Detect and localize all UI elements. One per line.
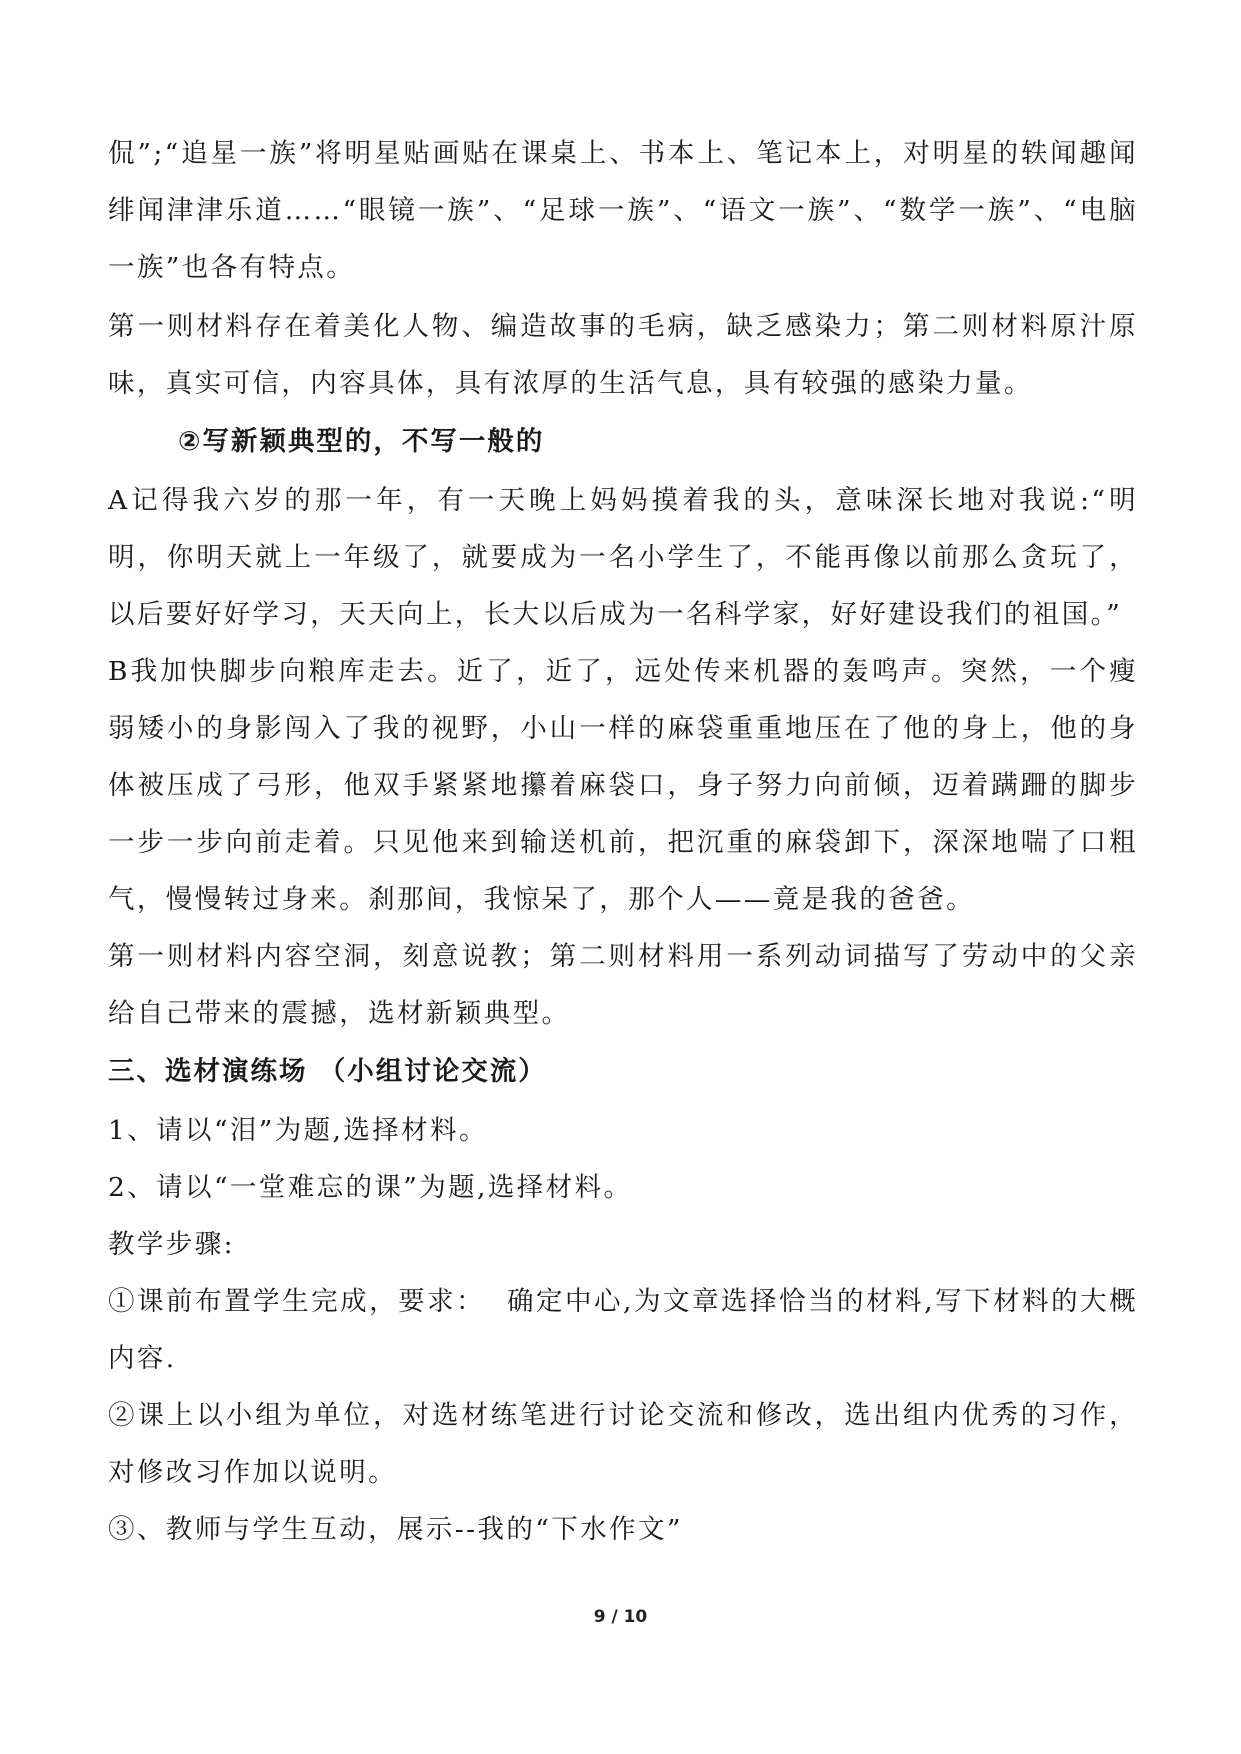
paragraph-material-a: A记得我六岁的那一年，有一天晚上妈妈摸着我的头，意味深长地对我说:“明明，你明天就上一年级了，就要成为一名小学生了，不能再像以前那么贪玩了，以后要好好学习，天天向上，长大以后成为一名科学家，好好建设我们的祖国。” — [108, 485, 1138, 630]
exercise-item-2: 2、请以“一堂难忘的课”为题,选择材料。 — [108, 1172, 633, 1203]
paragraph-comparison-2: 第一则材料内容空洞，刻意说教；第二则材料用一系列动词描写了劳动中的父亲给自己带来的震撼，选材新颖典型。 — [108, 941, 1138, 1029]
teaching-step-2: ②课上以小组为单位，对选材练笔进行讨论交流和修改，选出组内优秀的习作，对修改习作加以说明。 — [108, 1400, 1138, 1488]
paragraph-comparison-1: 第一则材料存在着美化人物、编造故事的毛病，缺乏感染力；第二则材料原汁原味，真实可信，内容具体，具有浓厚的生活气息，具有较强的感染力量。 — [108, 311, 1138, 399]
teaching-steps-label: 教学步骤: — [108, 1229, 235, 1260]
teaching-step-3: ③、教师与学生互动，展示--我的“下水作文” — [108, 1514, 683, 1545]
teaching-step-1: ①课前布置学生完成，要求： 确定中心,为文章选择恰当的材料,写下材料的大概内容. — [108, 1286, 1138, 1374]
section-heading-novel-typical: ②写新颖典型的，不写一般的 — [178, 426, 545, 457]
paragraph-star-fans: 侃”;“追星一族”将明星贴画贴在课桌上、书本上、笔记本上，对明星的轶闻趣闻绯闻津津乐道……“眼镜一族”、“足球一族”、“语文一族”、“数学一族”、“电脑一族”也各有特点。 — [108, 138, 1138, 283]
section-heading-practice: 三、选材演练场 （小组讨论交流） — [108, 1056, 547, 1087]
paragraph-material-b: B我加快脚步向粮库走去。近了，近了，远处传来机器的轰鸣声。突然，一个瘦弱矮小的身影闯入了我的视野，小山一样的麻袋重重地压在了他的身上，他的身体被压成了弓形，他双手紧紧地攥着麻袋口，身子努力向前倾，迈着蹒跚的脚步一步一步向前走着。只见他来到输送机前，把沉重的麻袋卸下，深深地喘了口粗气，慢慢转过身来。刹那间，我惊呆了，那个人——竟是我的爸爸。 — [108, 656, 1138, 915]
document-body — [108, 125, 1138, 1558]
exercise-item-1: 1、请以“泪”为题,选择材料。 — [108, 1115, 488, 1146]
page-number: 9 / 10 — [593, 1607, 648, 1627]
